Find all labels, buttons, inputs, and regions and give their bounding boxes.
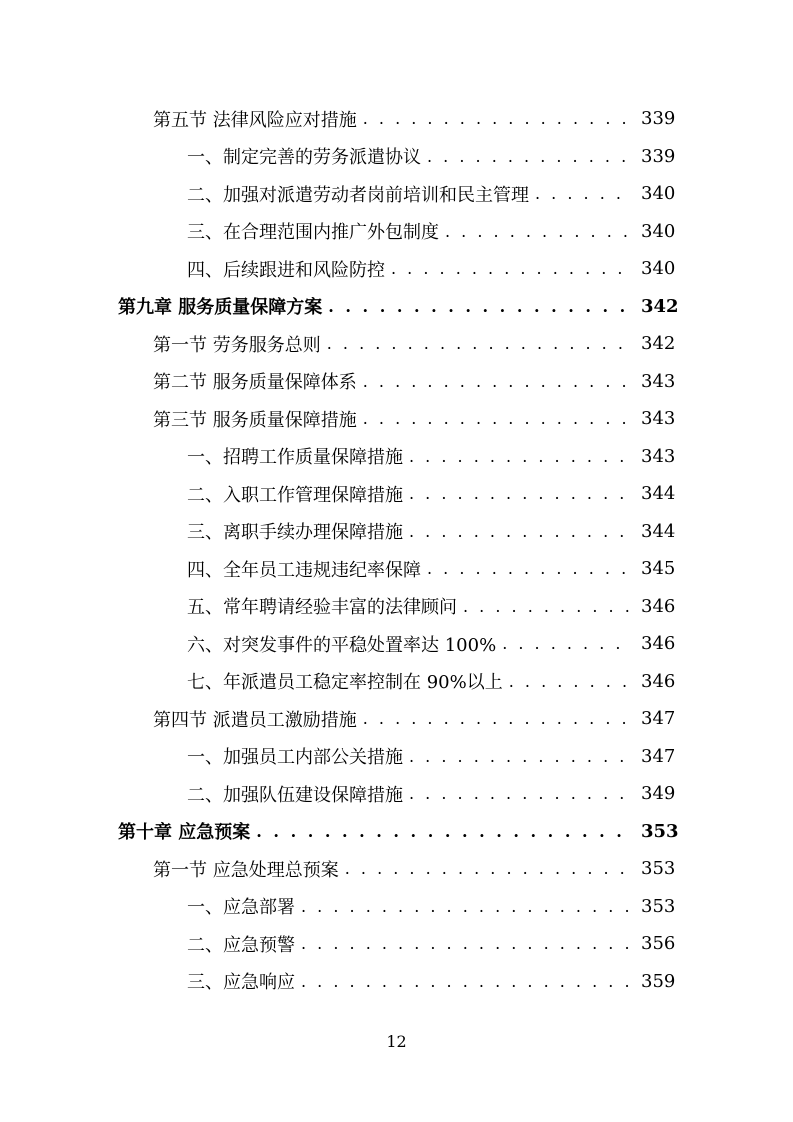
toc-entry-title: 二、应急预警 [187, 934, 295, 956]
toc-entry[interactable] [0, 550, 793, 588]
toc-entry[interactable] [0, 438, 793, 476]
toc-dot-leader [363, 709, 633, 728]
toc-entry-title: 二、加强对派遣劳动者岗前培训和民主管理 [187, 184, 529, 206]
toc-entry-page: 344 [641, 483, 676, 505]
toc-entry-page: 342 [641, 295, 679, 317]
toc-entry-title: 二、入职工作管理保障措施 [187, 484, 403, 506]
toc-entry[interactable] [0, 250, 793, 288]
toc-entry-title: 五、常年聘请经验丰富的法律顾问 [187, 597, 457, 619]
toc-entry[interactable] [0, 513, 793, 551]
toc-entry-page: 339 [641, 145, 676, 167]
toc-dot-leader [427, 147, 633, 166]
toc-entry[interactable] [0, 138, 793, 176]
toc-entry-page: 353 [641, 858, 676, 880]
toc-entry[interactable] [0, 738, 793, 776]
toc-dot-leader [301, 897, 633, 916]
toc-entry-title: 四、全年员工违规违纪率保障 [187, 559, 421, 581]
toc-entry-page: 340 [641, 258, 676, 280]
toc-entry-page: 339 [641, 108, 676, 130]
toc-entry[interactable] [0, 588, 793, 626]
toc-entry-page: 346 [641, 633, 676, 655]
toc-entry[interactable] [0, 925, 793, 963]
toc-dot-leader [445, 222, 633, 241]
toc-entry-title: 一、制定完善的劳务派遣协议 [187, 147, 421, 169]
toc-dot-leader [509, 672, 633, 691]
toc-entry-page: 340 [641, 183, 676, 205]
toc-entry-title: 第九章 服务质量保障方案 [118, 297, 323, 319]
toc-entry-title: 第二节 服务质量保障体系 [153, 372, 357, 394]
toc-entry-title: 第一节 应急处理总预案 [153, 859, 339, 881]
toc-entry-page: 343 [641, 408, 676, 430]
toc-entry-page: 347 [641, 745, 676, 767]
toc-entry-title: 一、应急部署 [187, 897, 295, 919]
toc-entry-title: 六、对突发事件的平稳处置率达 100% [187, 634, 497, 656]
toc-dot-leader [256, 822, 633, 841]
table-of-contents [0, 100, 793, 1000]
toc-entry[interactable] [0, 625, 793, 663]
toc-entry[interactable] [0, 775, 793, 813]
toc-entry-title: 一、加强员工内部公关措施 [187, 747, 403, 769]
toc-entry-title: 第三节 服务质量保障措施 [153, 409, 357, 431]
toc-entry-page: 340 [641, 220, 676, 242]
toc-entry[interactable] [0, 700, 793, 738]
toc-entry[interactable] [0, 363, 793, 401]
toc-entry[interactable] [0, 288, 793, 326]
toc-entry-page: 342 [641, 333, 676, 355]
toc-entry-page: 345 [641, 558, 676, 580]
toc-dot-leader [535, 184, 633, 203]
toc-dot-leader [301, 972, 633, 991]
toc-entry[interactable] [0, 475, 793, 513]
toc-dot-leader [427, 559, 633, 578]
toc-entry-page: 353 [641, 895, 676, 917]
toc-dot-leader [391, 259, 633, 278]
toc-dot-leader [409, 484, 633, 503]
toc-dot-leader [463, 597, 633, 616]
toc-dot-leader [363, 372, 633, 391]
toc-dot-leader [409, 784, 633, 803]
toc-entry[interactable] [0, 100, 793, 138]
toc-entry[interactable] [0, 400, 793, 438]
toc-dot-leader [409, 447, 633, 466]
toc-dot-leader [301, 934, 633, 953]
toc-entry-title: 第五节 法律风险应对措施 [153, 109, 357, 131]
toc-entry[interactable] [0, 213, 793, 251]
toc-entry-title: 三、离职手续办理保障措施 [187, 522, 403, 544]
toc-entry[interactable] [0, 325, 793, 363]
toc-entry-page: 343 [641, 445, 676, 467]
toc-entry-page: 346 [641, 670, 676, 692]
toc-entry-page: 346 [641, 595, 676, 617]
toc-dot-leader [502, 634, 633, 653]
toc-entry-page: 343 [641, 370, 676, 392]
toc-entry-page: 359 [641, 970, 676, 992]
toc-entry[interactable] [0, 663, 793, 701]
toc-entry-title: 三、在合理范围内推广外包制度 [187, 222, 439, 244]
toc-entry[interactable] [0, 963, 793, 1001]
toc-entry-page: 353 [641, 820, 679, 842]
toc-entry-title: 三、应急响应 [187, 972, 295, 994]
toc-entry-title: 二、加强队伍建设保障措施 [187, 784, 403, 806]
toc-dot-leader [409, 747, 633, 766]
toc-entry-title: 七、年派遣员工稳定率控制在 90%以上 [187, 672, 503, 694]
toc-entry[interactable] [0, 888, 793, 926]
toc-dot-leader [409, 522, 633, 541]
toc-entry-page: 349 [641, 783, 676, 805]
toc-entry-page: 347 [641, 708, 676, 730]
toc-entry-title: 第一节 劳务服务总则 [153, 334, 321, 356]
toc-entry-page: 344 [641, 520, 676, 542]
toc-dot-leader [327, 334, 633, 353]
toc-dot-leader [363, 409, 633, 428]
toc-entry-title: 一、招聘工作质量保障措施 [187, 447, 403, 469]
toc-entry-title: 第十章 应急预案 [118, 822, 251, 844]
toc-dot-leader [328, 297, 633, 316]
toc-entry-title: 第四节 派遣员工激励措施 [153, 709, 357, 731]
toc-entry-title: 四、后续跟进和风险防控 [187, 259, 385, 281]
toc-entry[interactable] [0, 850, 793, 888]
toc-entry[interactable] [0, 175, 793, 213]
toc-entry-page: 356 [641, 933, 676, 955]
page-number: 12 [386, 1032, 407, 1051]
toc-dot-leader [345, 859, 633, 878]
toc-entry[interactable] [0, 813, 793, 851]
toc-dot-leader [363, 109, 633, 128]
